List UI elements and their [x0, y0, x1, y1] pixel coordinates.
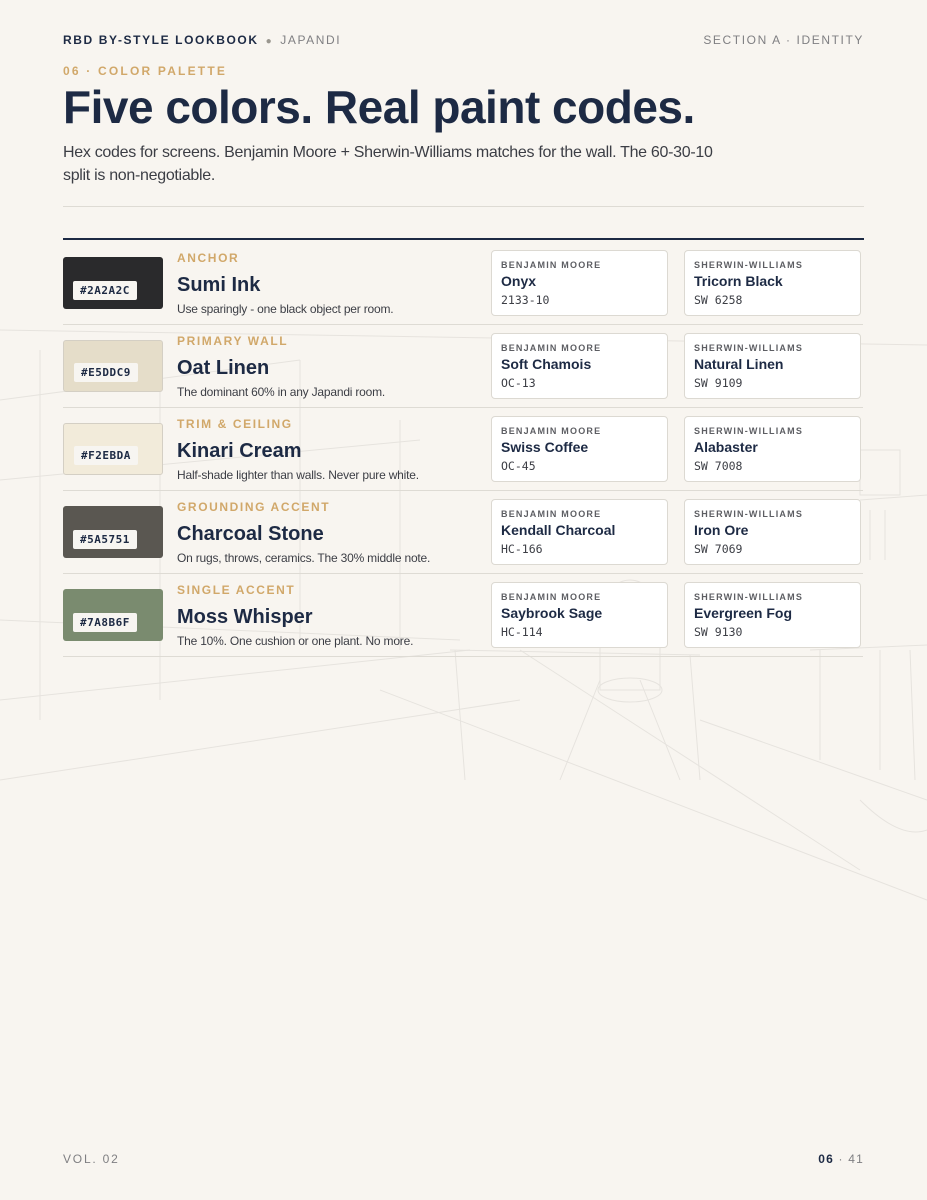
paint-code: OC-13: [501, 376, 536, 390]
paint-name: Iron Ore: [694, 522, 749, 538]
style-name: JAPANDI: [280, 33, 342, 47]
color-note: On rugs, throws, ceramics. The 30% middle note.: [177, 551, 431, 565]
sherwin-williams-card: [684, 416, 861, 482]
paint-brand: SHERWIN-WILLIAMS: [694, 426, 804, 436]
chapter-eyebrow: 06 · COLOR PALETTE: [63, 64, 228, 78]
color-name: Sumi Ink: [177, 274, 261, 296]
color-swatch: [63, 423, 163, 475]
page-num: 41: [848, 1152, 864, 1166]
divider-thick: [63, 238, 864, 240]
hex-code: #2A2A2C: [73, 281, 137, 300]
paint-name: Natural Linen: [694, 356, 784, 372]
paint-brand: SHERWIN-WILLIAMS: [694, 343, 804, 353]
benjamin-moore-card: [491, 416, 668, 482]
color-role: SINGLE ACCENT: [177, 583, 296, 597]
paint-code: SW 6258: [694, 293, 743, 307]
benjamin-moore-card: [491, 250, 668, 316]
paint-name: Saybrook Sage: [501, 605, 603, 621]
paint-name: Onyx: [501, 273, 537, 289]
color-role: ANCHOR: [177, 251, 240, 265]
lookbook-title: RBD BY-STYLE LOOKBOOK: [63, 33, 259, 47]
benjamin-moore-card: [491, 499, 668, 565]
palette-row: [63, 242, 863, 325]
color-swatch: [63, 340, 163, 392]
paint-name: Alabaster: [694, 439, 758, 455]
palette-table: [63, 242, 863, 657]
paint-name: Kendall Charcoal: [501, 522, 616, 538]
divider-thin: [63, 206, 864, 207]
palette-row: [63, 574, 863, 657]
sherwin-williams-card: [684, 582, 861, 648]
paint-code: SW 7008: [694, 459, 743, 473]
paint-code: HC-166: [501, 542, 543, 556]
paint-name: Tricorn Black: [694, 273, 783, 289]
paint-code: SW 7069: [694, 542, 743, 556]
section-label: SECTION A · IDENTITY: [703, 33, 864, 47]
hex-code: #F2EBDA: [74, 446, 138, 465]
page-number: 06 · 41: [818, 1152, 864, 1166]
paint-name: Swiss Coffee: [501, 439, 589, 455]
paint-brand: SHERWIN-WILLIAMS: [694, 592, 804, 602]
chapter-number: 06: [818, 1152, 834, 1166]
paint-code: HC-114: [501, 625, 543, 639]
separator-dot: ●: [265, 36, 274, 47]
paint-code: SW 9109: [694, 376, 743, 390]
paint-brand: BENJAMIN MOORE: [501, 343, 602, 353]
hex-code: #E5DDC9: [74, 363, 138, 382]
hex-code: #7A8B6F: [73, 613, 137, 632]
paint-code: 2133-10: [501, 293, 550, 307]
paint-name: Evergreen Fog: [694, 605, 793, 621]
paint-brand: BENJAMIN MOORE: [501, 592, 602, 602]
color-name: Kinari Cream: [177, 440, 302, 462]
palette-row: [63, 325, 863, 408]
paint-brand: BENJAMIN MOORE: [501, 260, 602, 270]
page-title: Five colors. Real paint codes.: [63, 81, 695, 133]
paint-brand: BENJAMIN MOORE: [501, 509, 602, 519]
color-name: Charcoal Stone: [177, 523, 324, 545]
color-swatch: [63, 589, 163, 641]
color-role: GROUNDING ACCENT: [177, 500, 331, 514]
color-role: TRIM & CEILING: [177, 417, 293, 431]
paint-brand: BENJAMIN MOORE: [501, 426, 602, 436]
sherwin-williams-card: [684, 499, 861, 565]
palette-row: [63, 491, 863, 574]
page-header: [63, 31, 864, 49]
benjamin-moore-card: [491, 582, 668, 648]
paint-name: Soft Chamois: [501, 356, 592, 372]
color-note: Use sparingly - one black object per room.: [177, 302, 394, 316]
paint-code: SW 9130: [694, 625, 743, 639]
color-name: Oat Linen: [177, 357, 270, 379]
palette-row: [63, 408, 863, 491]
sherwin-williams-card: [684, 333, 861, 399]
color-note: Half-shade lighter than walls. Never pure white.: [177, 468, 419, 482]
color-swatch: [63, 506, 163, 558]
paint-brand: SHERWIN-WILLIAMS: [694, 509, 804, 519]
page-subtitle: Hex codes for screens. Benjamin Moore + Sherwin-Williams matches for the wall. The 60-30-10 split is non-negotiable.: [63, 144, 713, 184]
color-role: PRIMARY WALL: [177, 334, 289, 348]
sherwin-williams-card: [684, 250, 861, 316]
paint-code: OC-45: [501, 459, 536, 473]
color-name: Moss Whisper: [177, 606, 313, 628]
header-left: [63, 33, 341, 47]
hex-code: #5A5751: [73, 530, 137, 549]
benjamin-moore-card: [491, 333, 668, 399]
volume-label: VOL. 02: [63, 1152, 120, 1166]
color-note: The dominant 60% in any Japandi room.: [177, 385, 386, 399]
color-swatch: [63, 257, 163, 309]
paint-brand: SHERWIN-WILLIAMS: [694, 260, 804, 270]
color-note: The 10%. One cushion or one plant. No more.: [177, 634, 414, 648]
